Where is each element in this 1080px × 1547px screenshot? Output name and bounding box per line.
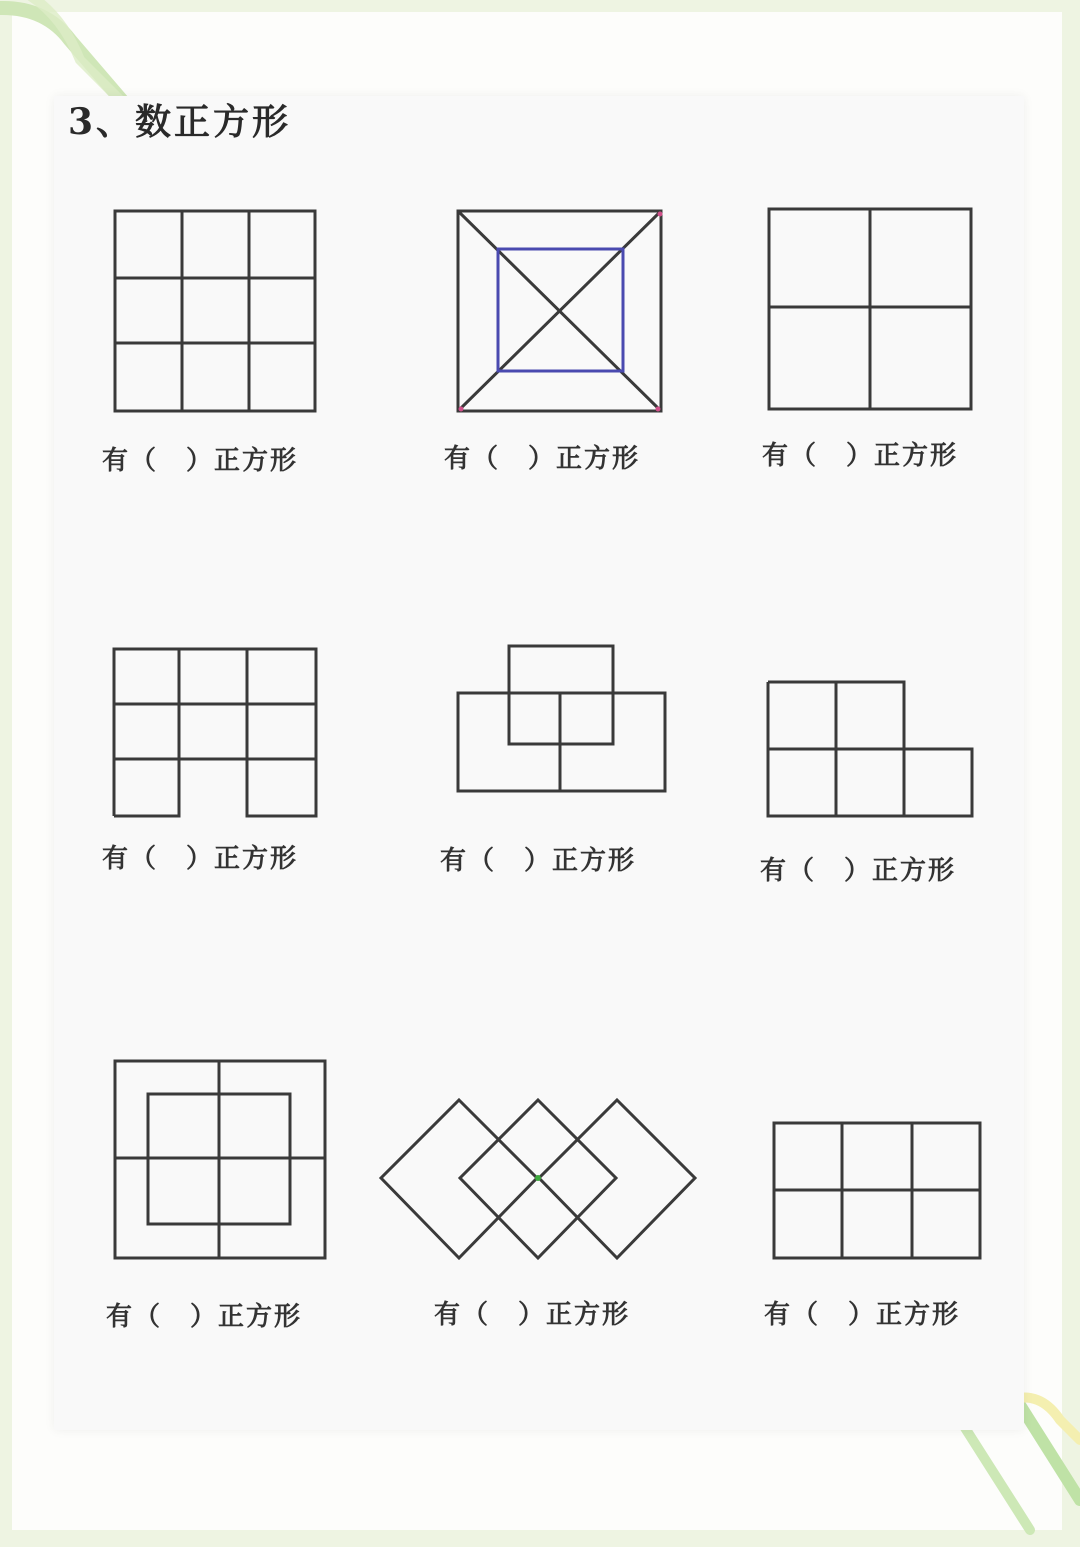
- figure-2x2-grid: [766, 206, 974, 412]
- caption-1: 有（ ）正方形: [102, 446, 299, 476]
- caption-2: 有（ ）正方形: [444, 444, 641, 474]
- caption-8: 有（ ）正方形: [434, 1300, 631, 1330]
- figure-diamond-chain: [378, 1096, 700, 1264]
- caption-3: 有（ ）正方形: [762, 441, 959, 471]
- caption-9: 有（ ）正方形: [764, 1300, 961, 1330]
- figure-nested-squares: [455, 208, 665, 414]
- figure-3x2-grid: [771, 1120, 985, 1262]
- page-title: 3、数正方形: [68, 101, 292, 143]
- caption-4: 有（ ）正方形: [102, 844, 299, 874]
- figure-overlapping-squares: [455, 643, 669, 797]
- figure-3x3-grid: [112, 208, 318, 414]
- caption-7: 有（ ）正方形: [106, 1302, 303, 1332]
- figure-frame-cross: [112, 1058, 328, 1262]
- caption-5: 有（ ）正方形: [440, 846, 637, 876]
- caption-6: 有（ ）正方形: [760, 856, 957, 886]
- figure-arch-grid: [111, 646, 319, 820]
- figure-step-grid: [765, 679, 977, 821]
